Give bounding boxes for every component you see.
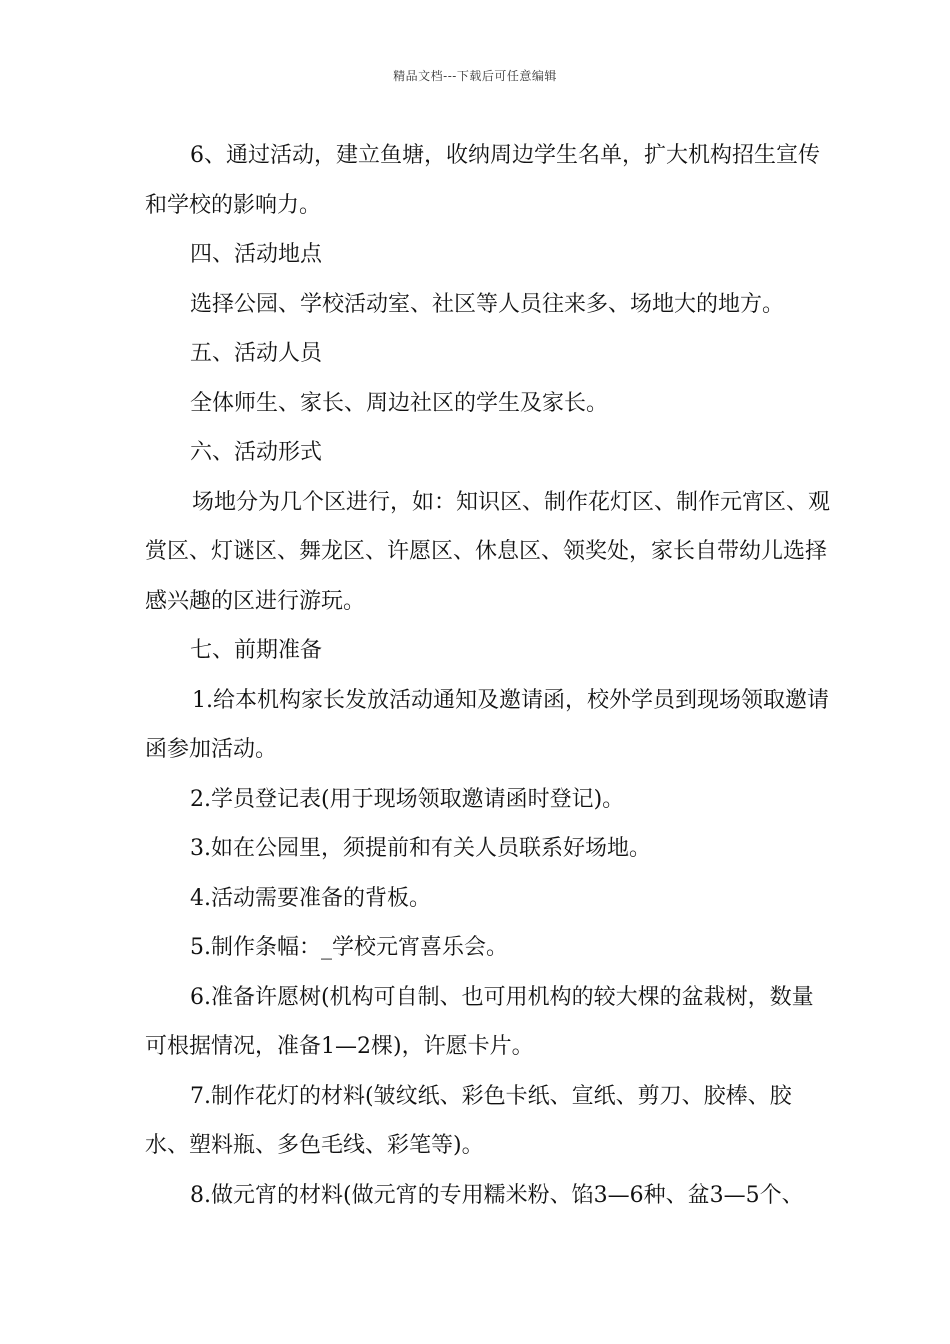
section-heading-format: 六、活动形式: [190, 440, 323, 465]
prep-item-6: 6.准备许愿树(机构可自制、也可用机构的较大棵的盆栽树，数量可根据情况，准备1—2棵)，许愿卡片。: [145, 984, 814, 1059]
section-heading-preparation: 七、前期准备: [190, 638, 323, 663]
section-heading-location: 四、活动地点: [190, 242, 323, 267]
prep-item-3: 3.如在公园里，须提前和有关人员联系好场地。: [190, 836, 651, 861]
paragraph-goal-6: 6、通过活动，建立鱼塘，收纳周边学生名单，扩大机构招生宣传和学校的影响力。: [145, 143, 820, 218]
prep-item-2: 2.学员登记表(用于现场领取邀请函时登记)。: [190, 786, 625, 812]
prep-item-5: 5.制作条幅：_学校元宵喜乐会。: [190, 935, 508, 960]
prep-item-4: 4.活动需要准备的背板。: [190, 885, 431, 911]
document-body: [145, 131, 835, 1220]
prep-item-8: 8.做元宵的材料(做元宵的专用糯米粉、馅3—6种、盆3—5个、: [190, 1182, 804, 1208]
page-header: 精品文档---下载后可任意编辑: [393, 69, 557, 83]
paragraph-format: 场地分为几个区进行，如：知识区、制作花灯区、制作元宵区、观赏区、灯谜区、舞龙区、许愿区、休息区、领奖处，家长自带幼儿选择感兴趣的区进行游玩。: [145, 489, 831, 614]
paragraph-participants: 全体师生、家长、周边社区的学生及家长。: [190, 390, 609, 416]
prep-item-7: 7.制作花灯的材料(皱纹纸、彩色卡纸、宣纸、剪刀、胶棒、胶水、塑料瓶、多色毛线、彩笔等)。: [145, 1083, 792, 1158]
prep-item-1: 1.给本机构家长发放活动通知及邀请函，校外学员到现场领取邀请函参加活动。: [145, 687, 829, 762]
section-heading-participants: 五、活动人员: [190, 341, 323, 366]
paragraph-location: 选择公园、学校活动室、社区等人员往来多、场地大的地方。: [190, 291, 785, 317]
